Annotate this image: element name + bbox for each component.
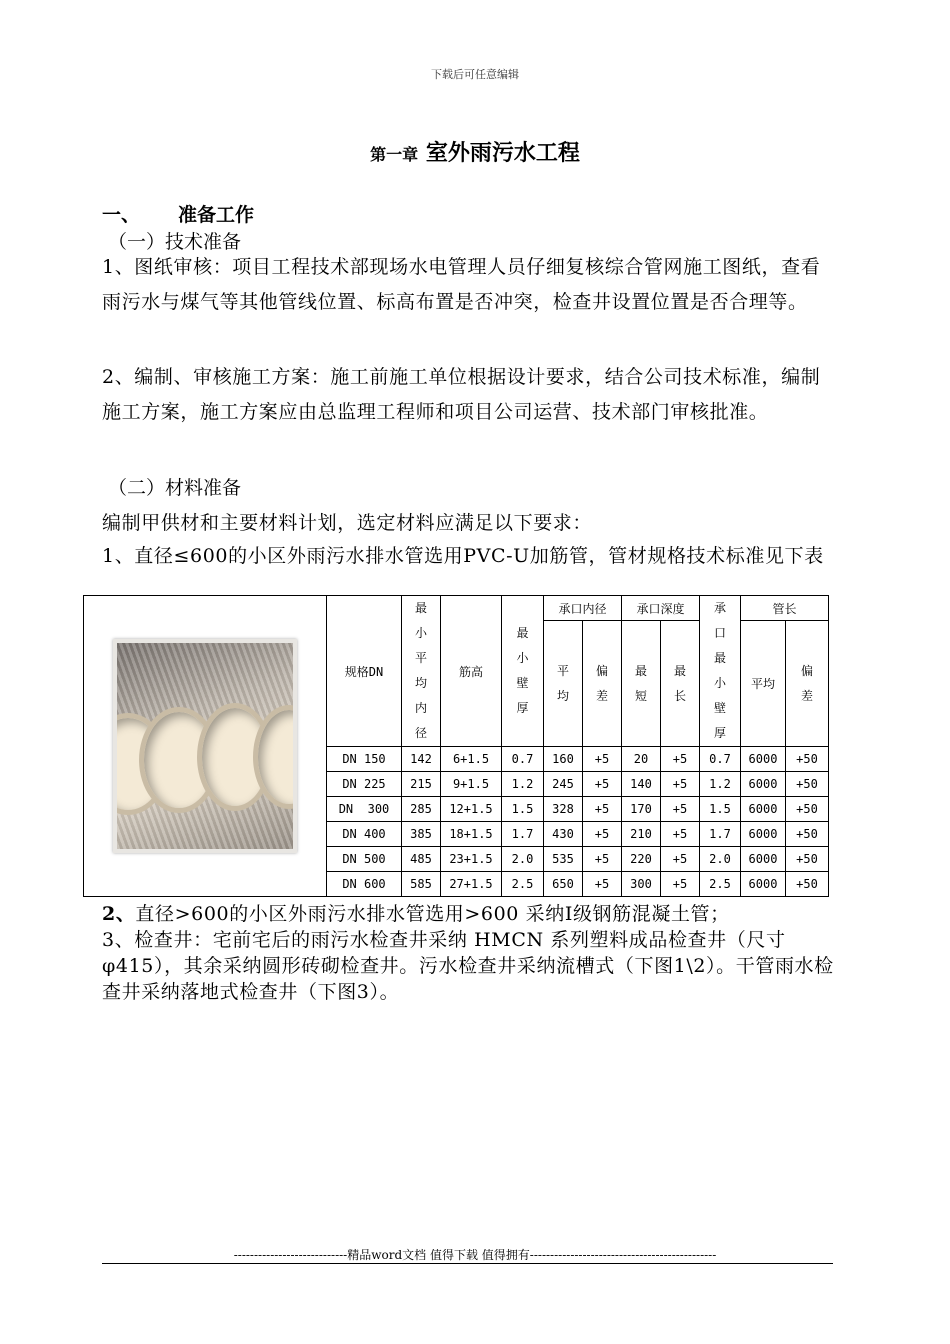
table-row: DN 150 142 6+1.5 0.7 160 +5 20 +5 0.7 6000 +50 [84,747,829,772]
pvc-pipe-image [113,639,297,853]
th-socket-depth-short: 最短 [622,621,661,747]
header-note: 下载后可任意编辑 [431,68,519,81]
th-socket-depth-long: 最长 [661,621,700,747]
pipe-spec-table [83,595,829,897]
paragraph-construction-plan: 2、编制、审核施工方案：施工前施工单位根据设计要求，结合公司技术标准，编制施工方案，施工方案应由总监理工程师和项目公司运营、技术部门审核批准。 [102,366,821,423]
th-min-wall: 最小壁厚 [502,596,544,747]
subheading-tech: （一）技术准备 [108,231,242,253]
th-spec: 规格DN [327,596,402,747]
footer-divider [102,1263,833,1264]
paragraph-text: 直径>600的小区外雨污水排水管选用>600 采纳Ⅰ级钢筋混凝土管； [135,903,730,925]
section-label: 准备工作 [178,204,255,226]
th-length-dev: 偏差 [786,621,829,747]
paragraph-concrete-pipe [102,901,835,927]
table-row: DN 300 285 12+1.5 1.5 328 +5 170 +5 1.5 6000 +50 [84,797,829,822]
section-number: 一、 [102,204,141,226]
th-min-inner: 最小平均内径 [402,596,441,747]
paragraph-pvc-pipe: 1、直径≤600的小区外雨污水排水管选用PVC-U加筋管，管材规格技术标准见下表 [102,545,824,567]
th-socket-inner-dev: 偏差 [583,621,622,747]
subheading-materials: （二）材料准备 [108,477,242,499]
th-socket-inner: 承口内径 [544,596,622,621]
th-socket-depth: 承口深度 [622,596,700,621]
paragraph-material-plan: 编制甲供材和主要材料计划，选定材料应满足以下要求： [102,512,593,534]
table-row: DN 225 215 9+1.5 1.2 245 +5 140 +5 1.2 6000 +50 [84,772,829,797]
pipe-photo-cell [84,596,327,897]
th-rib: 筋高 [441,596,502,747]
paragraph-number: 2、 [102,903,136,925]
table-row: DN 500 485 23+1.5 2.0 535 +5 220 +5 2.0 6000 +50 [84,847,829,872]
page-title [0,136,950,167]
paragraph-drawing-review: 1、图纸审核：项目工程技术部现场水电管理人员仔细复核综合管网施工图纸，查看雨污水与煤气等其他管线位置、标高布置是否冲突，检查井设置位置是否合理等。 [102,256,821,313]
title-main: 室外雨污水工程 [418,140,580,166]
footer-text: ----------------------------精品word文档 值得下载 值得拥有---------------------------------------------- [233,1248,717,1262]
paragraph-inspection-well: 3、检查井：宅前宅后的雨污水检查井采纳 HMCN 系列塑料成品检查井（尺寸φ415），其余采纳圆形砖砌检查井。污水检查井采纳流槽式（下图1\2）。干管雨水检查井采纳落地式检查井（下图3）。 [102,929,834,1003]
th-socket-inner-avg: 平均 [544,621,583,747]
title-prefix: 第一章 [370,145,419,164]
th-socket-wall: 承口最小壁厚 [700,596,741,747]
th-length-avg: 平均 [741,621,786,747]
table-row: DN 600 585 27+1.5 2.5 650 +5 300 +5 2.5 6000 +50 [84,872,829,897]
table-row: DN 400 385 18+1.5 1.7 430 +5 210 +5 1.7 6000 +50 [84,822,829,847]
section-heading [102,200,254,230]
th-length: 管长 [741,596,829,621]
